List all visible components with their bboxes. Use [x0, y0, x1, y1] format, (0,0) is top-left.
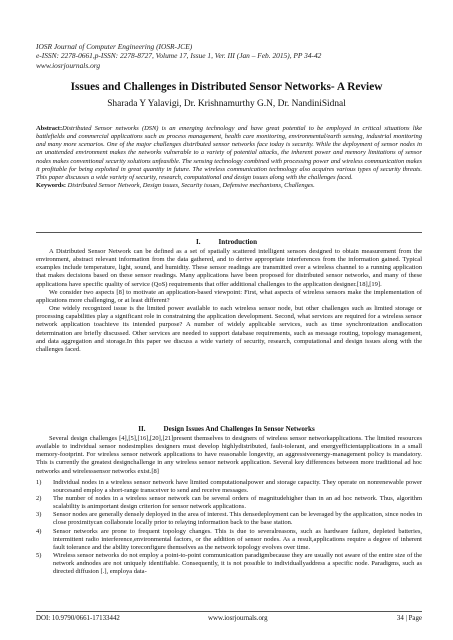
list-item	[36, 528, 422, 552]
journal-site: www.iosrjournals.org	[36, 60, 101, 70]
list-item-text: Individual nodes in a wireless sensor network have limited computationalpower and storage capacity. They operate on nonrenewable power sourcesand employ a short-range transceiver to send and receive messages.	[53, 479, 422, 495]
list-item-number: 1)	[36, 479, 42, 486]
list-item-text: Wireless sensor networks do not employ a point-to-point communication paradigmbecause they are usually not aware of the entire size of the network andnodes are not uniquely identifiable. Consequently, it is not possible to individuallyaddress a specific node. Paradigms, such as directed diffusion [.], employa data-	[53, 551, 422, 576]
paper-title: Issues and Challenges in Distributed Sensor Networks- A Review	[70, 81, 383, 93]
list-item-text: Sensor nodes are generally densely deployed in the area of interest. This densedeployment can be leveraged by the application, since nodes in close proximitycan collaborate locally prior to relaying information back to the base station.	[53, 511, 422, 527]
keywords-text: Distributed Sensor Network, Design issues, Security issues, Defensive mechanisms, Challenges.	[67, 182, 315, 190]
abstract-label: Abstract:	[36, 125, 63, 132]
paragraph: Several design challenges [4],[5],[16],[20],[21]present themselves to designers of wireless sensor networkapplications. The limited resources available to individual sensor nodesimplies designers must develop highlydistributed, fault-tolerant, and energyefficientapplications in a small memory-footprint. For wireless sensor network applications to have reasonable longevity, an aggressiveenergy-management policy is mandatory. This is currently the greatest designchallenge in any wireless sensor network application. Several key differences between more traditional ad hoc networks and wirelesssensor networks exist.[8]	[36, 435, 422, 475]
abstract-text: Distributed Sensor networks (DSN) is an emerging technology and have great potential to be employed in critical situations like battlefields and commercial applications such as process management, health care monitoring, environmental/earth sensing, industrial monitoring and many more scenarios. One of the major challenges distributed sensor networks face today is security. While the deployment of sensor nodes in an unattended environment makes the networks vulnerable to a variety of potential attacks, the inherent power and memory limitations of sensor nodes makes conventional security solutions unfeasible. The sensing technology combined with processing power and wireless communication makes it profitable for being exploited in great quantity in future. The wireless communication technology also acquires various types of security threats. This paper discusses a wide variety of security, research, computational and design issues along with the challenges faced.	[36, 125, 422, 181]
list-item	[36, 495, 422, 511]
abstract-divider	[36, 232, 422, 233]
journal-name: IOSR Journal of Computer Engineering (IOSR-JCE)	[36, 42, 193, 51]
section-1-number: I.	[195, 238, 201, 246]
list-item-number: 3)	[36, 511, 42, 519]
abstract-block	[36, 125, 422, 190]
section-2-number: II.	[138, 425, 146, 433]
list-item-number: 2)	[36, 495, 42, 503]
section-1-heading	[0, 238, 453, 246]
list-item	[36, 511, 422, 527]
journal-header	[36, 42, 321, 70]
list-item-number: 5)	[36, 551, 42, 559]
list-item	[36, 552, 422, 576]
list-item-text: Sensor networks are prone to frequent topology changes. This is due to severalreasons, such as hardware failure, depleted batteries, intermittent radio interference,environmental factors, or the addition of sensor nodes. As a result,applications require a degree of inherent fault tolerance and the ability toreconfigure themselves as the network topology evolves over time.	[53, 527, 422, 551]
footer-divider	[36, 611, 422, 612]
paragraph: A Distributed Sensor Network can be defined as a set of spatially scattered intelligent sensors designed to obtain measurement from the environment, abstract relevant information from the data gathered, and to derive appropriate interferences from the information gained. Typical examples include temperature, light, sound, and humidity. These sensor readings are transmitted over a wireless channel to a running application that makes decisions based on these sensor readings. Many applications have been proposed for distributed sensor networks, and many of these applications have specific quality of service (QoS) requirements that offer additional challenges to the application designer.[18],[19].	[36, 248, 422, 288]
section-1-body	[36, 248, 422, 354]
design-issues-list	[36, 479, 422, 576]
footer-site: www.iosrjournals.org	[208, 615, 268, 622]
paragraph: We consider two aspects [8] to motivate an application-based viewpoint: First, what aspects of wireless sensors make the implementation of applications more challenging, or at least different?	[36, 288, 422, 304]
footer-doi: DOI: 10.9790/0661-17133442	[36, 615, 120, 622]
paper-authors: Sharada Y Yalavigi, Dr. Krishnamurthy G.N, Dr. NandiniSidnal	[107, 99, 346, 109]
keywords-label: Keywords:	[36, 182, 67, 190]
journal-issn: e-ISSN: 2278-0661,p-ISSN: 2278-8727, Volume 17, Issue 1, Ver. III (Jan – Feb. 2015), PP 34-42	[36, 51, 322, 61]
list-item-text: The number of nodes in a wireless sensor network can be several orders of magnitudehigher than in an ad hoc network. Thus, algorithm scalability is animportant design criterion for sensor network applications.	[53, 495, 422, 511]
section-2-title: Design Issues And Challenges In Sensor Networks	[163, 425, 315, 433]
section-2-heading	[0, 425, 453, 433]
section-1-title: Introduction	[218, 238, 258, 246]
list-item-number: 4)	[36, 527, 42, 535]
list-item	[36, 479, 422, 495]
footer-page-number: 34 | Page	[396, 615, 422, 622]
section-2-body	[36, 435, 422, 476]
paragraph: One widely recognized issue is the limited power available to each wireless sensor node, but other challenges such as limited storage or processing capabilities play a significant role in constraining the application development. Second, what services are required for a wireless sensor network application toachieve its intended purpose? A number of widely applicable services, such as time synchronization andlocation determination are briefly discussed. Other services are needed to support database requirements, such as message routing, topology management, and data aggregation and storage.In this paper we discuss a wide variety of security, research, computational and design issues along with the challenges faced.	[36, 305, 422, 353]
